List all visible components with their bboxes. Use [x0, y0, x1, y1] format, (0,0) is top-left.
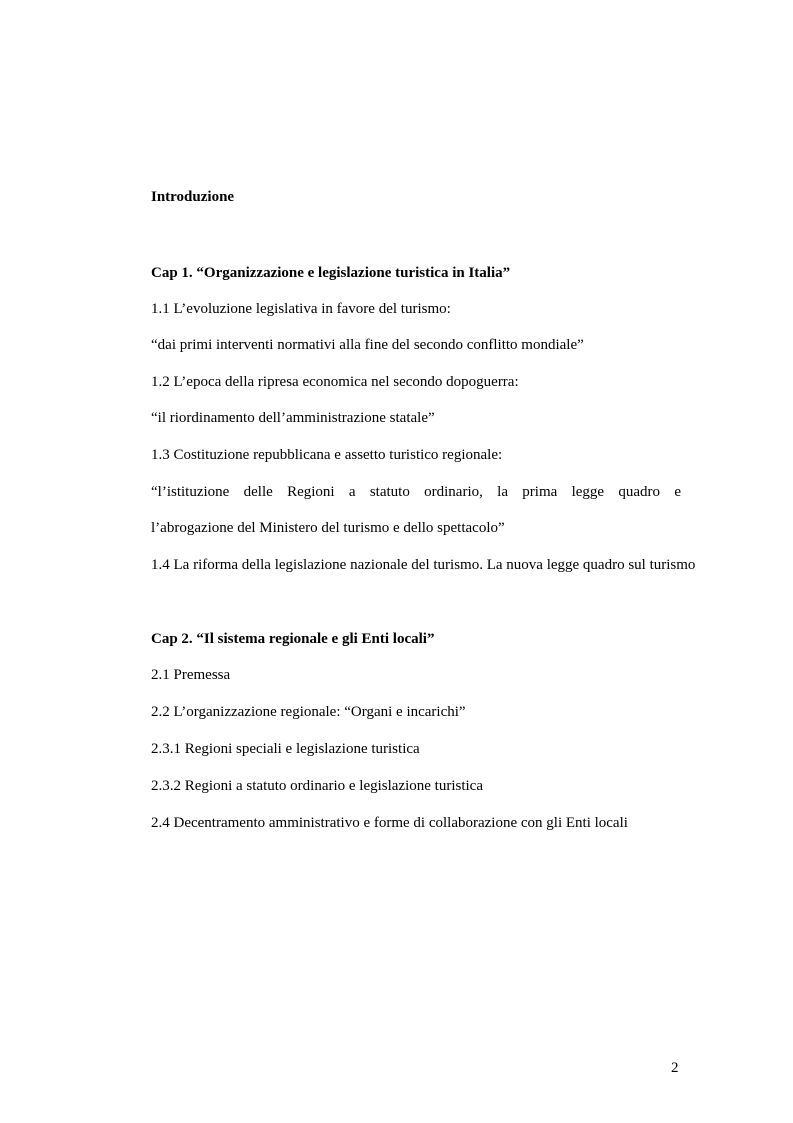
- section-1-3: 1.3 Costituzione repubblicana e assetto turistico regionale:: [151, 447, 503, 463]
- section-2-3-2: 2.3.2 Regioni a statuto ordinario e legislazione turistica: [151, 778, 483, 794]
- section-1-4: 1.4 La riforma della legislazione nazionale del turismo. La nuova legge quadro sul turismo: [151, 557, 696, 573]
- chapter1-title: Cap 1. “Organizzazione e legislazione turistica in Italia”: [151, 265, 511, 281]
- section-2-4: 2.4 Decentramento amministrativo e forme di collaborazione con gli Enti locali: [151, 815, 628, 831]
- section-2-3-1: 2.3.1 Regioni speciali e legislazione turistica: [151, 741, 420, 757]
- section-1-1: 1.1 L’evoluzione legislativa in favore del turismo:: [151, 301, 451, 317]
- page-number: 2: [671, 1060, 679, 1076]
- section-1-3-subtitle-line1: “l’istituzione delle Regioni a statuto ordinario, la prima legge quadro e: [151, 484, 681, 500]
- section-1-2: 1.2 L’epoca della ripresa economica nel secondo dopoguerra:: [151, 374, 519, 390]
- section-2-2: 2.2 L’organizzazione regionale: “Organi e incarichi”: [151, 704, 466, 720]
- section-1-1-subtitle: “dai primi interventi normativi alla fine del secondo conflitto mondiale”: [151, 337, 584, 353]
- section-2-1: 2.1 Premessa: [151, 667, 231, 683]
- section-1-3-subtitle-line2: l’abrogazione del Ministero del turismo e dello spettacolo”: [151, 520, 505, 536]
- section-1-2-subtitle: “il riordinamento dell’amministrazione statale”: [151, 410, 435, 426]
- intro-heading: Introduzione: [151, 189, 235, 205]
- chapter2-title: Cap 2. “Il sistema regionale e gli Enti locali”: [151, 631, 435, 647]
